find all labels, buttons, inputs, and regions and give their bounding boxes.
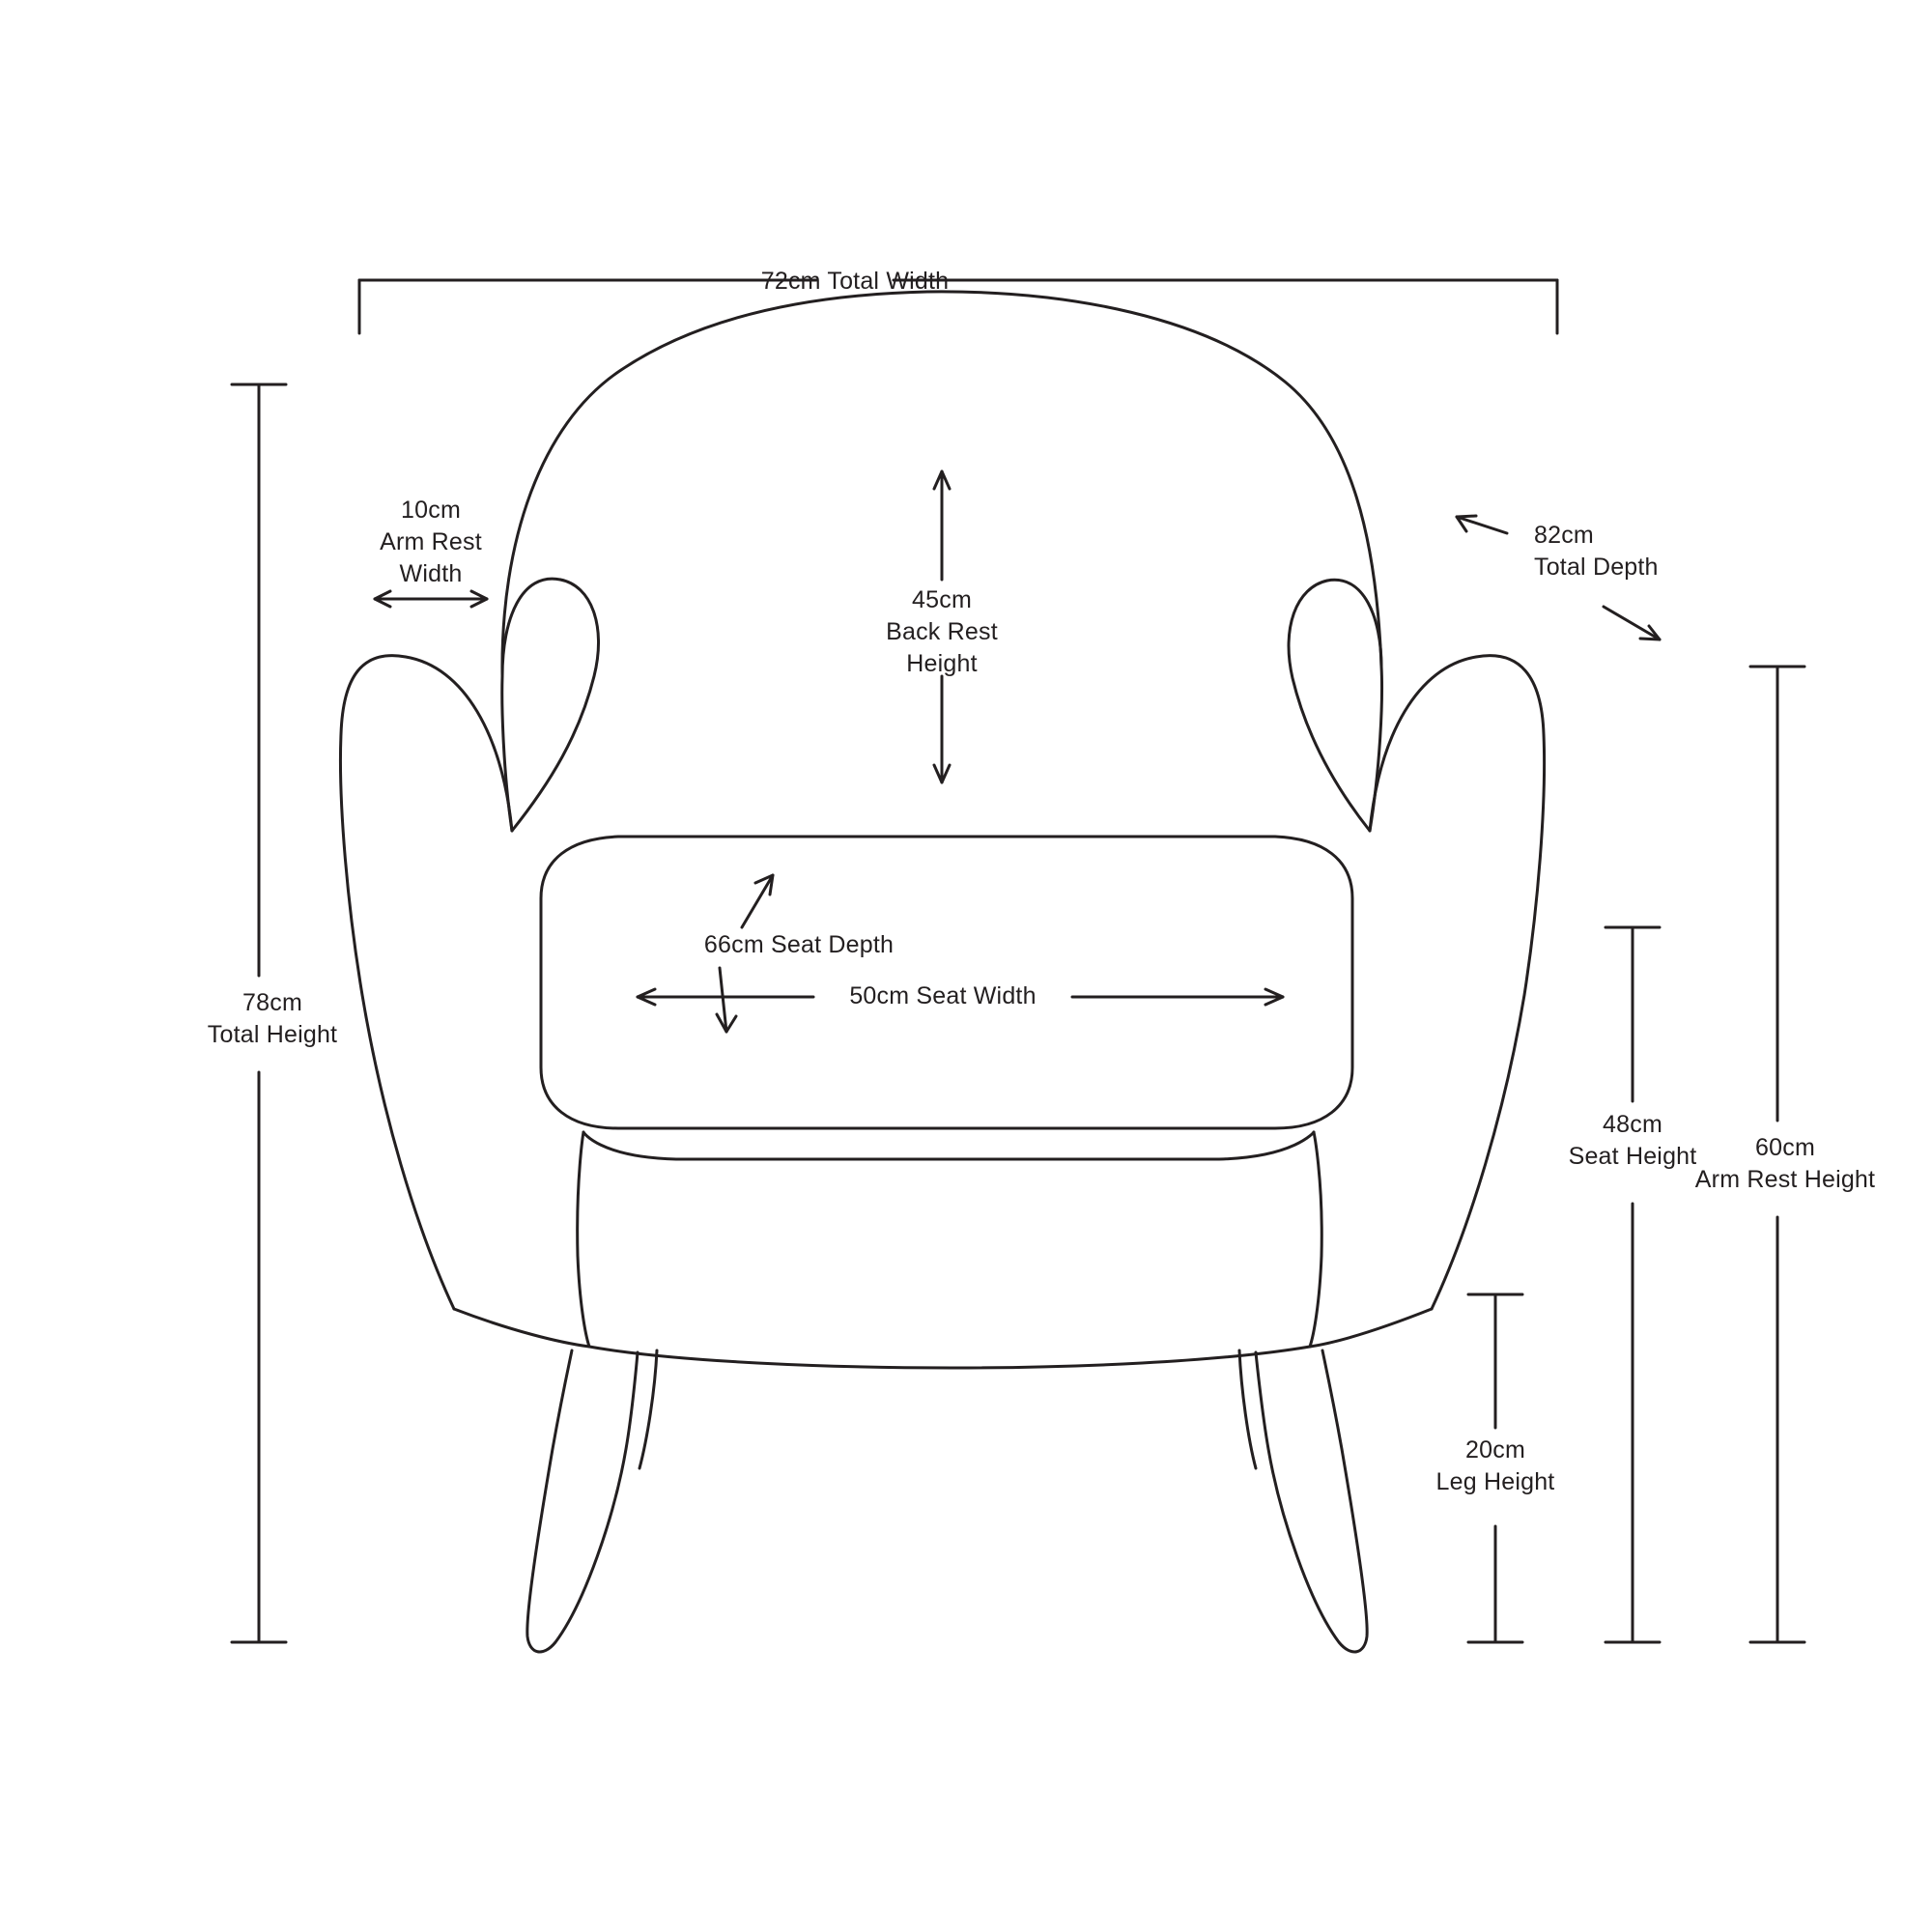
dim-arm-rest-width xyxy=(375,591,487,607)
label-back-rest-height: 45cm Back Rest Height xyxy=(886,586,998,677)
label-total-depth: 82cm Total Depth xyxy=(1534,522,1659,581)
label-total-height: 78cm Total Height xyxy=(207,989,338,1048)
label-total-width: 72cm Total Width xyxy=(760,268,950,295)
label-seat-height: 48cm Seat Height xyxy=(1568,1111,1697,1170)
label-leg-height: 20cm Leg Height xyxy=(1435,1436,1555,1495)
label-seat-width: 50cm Seat Width xyxy=(849,982,1037,1009)
dim-seat-height xyxy=(1605,927,1660,1642)
label-arm-rest-height: 60cm Arm Rest Height xyxy=(1694,1134,1876,1193)
label-arm-rest-width: 10cm Arm Rest Width xyxy=(380,497,482,587)
label-seat-depth: 66cm Seat Depth xyxy=(703,931,895,958)
